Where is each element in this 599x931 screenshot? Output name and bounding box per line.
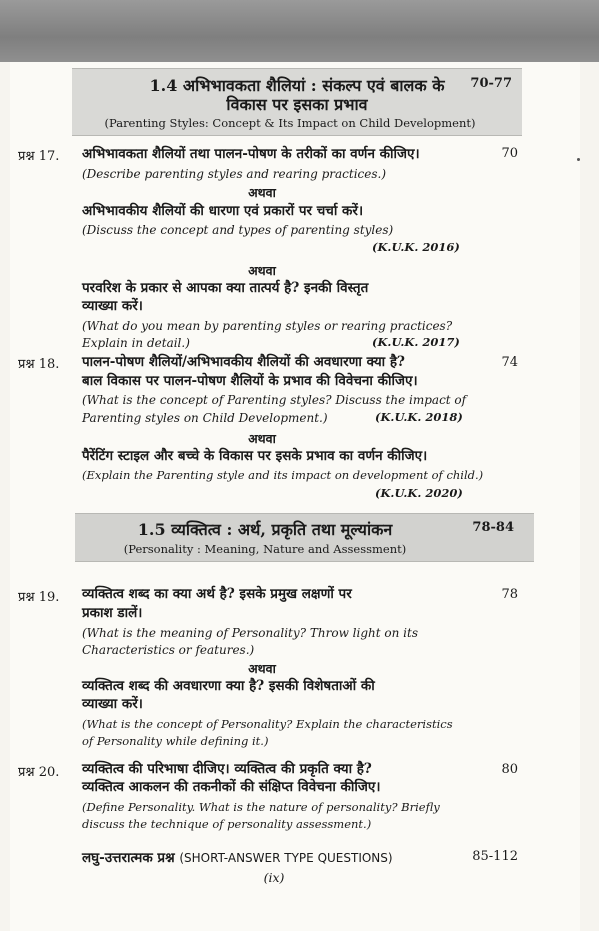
question-hindi: व्यक्तित्व शब्द की अवधारणा क्या है? इसकी विशेषताओं की <box>82 678 375 694</box>
section-pages: 78-84 <box>472 520 514 535</box>
question-page: 80 <box>501 762 518 777</box>
or-label: अथवा <box>248 185 276 200</box>
scan-speck <box>577 158 580 161</box>
question-english: (Discuss the concept and types of parenting styles) <box>82 223 394 237</box>
section-subtitle: (Parenting Styles: Concept & Its Impact on Child Development) <box>104 116 476 130</box>
question-english: Parenting styles on Child Development.) <box>82 411 328 425</box>
question-page: 74 <box>501 355 518 370</box>
question-label: प्रश्न 17. <box>18 149 60 164</box>
exam-reference: (K.U.K. 2020) <box>375 486 463 500</box>
question-english: (Define Personality. What is the nature of personality? Briefly <box>82 800 440 814</box>
question-hindi: व्यक्तित्व शब्द का क्या अर्थ है? इसके प्रमुख लक्षणों पर <box>82 586 352 602</box>
question-english: of Personality while defining it.) <box>82 734 269 748</box>
question-hindi: प्रकाश डालें। <box>82 605 143 621</box>
section-title: 1.5 व्यक्तित्व : अर्थ, प्रकृति तथा मूल्यांकन <box>137 520 393 539</box>
question-page: 78 <box>501 587 518 602</box>
short-answer-english: (SHORT-ANSWER TYPE QUESTIONS) <box>179 851 393 865</box>
question-english: (What is the meaning of Personality? Throw light on its <box>82 626 418 640</box>
question-hindi: अभिभावकता शैलियों तथा पालन-पोषण के तरीकों का वर्णन कीजिए। <box>82 146 420 162</box>
question-english: (Explain the Parenting style and its impact on development of child.) <box>82 468 484 482</box>
question-hindi: पालन-पोषण शैलियों/अभिभावकीय शैलियों की अवधारणा क्या है? <box>82 354 405 370</box>
question-hindi: व्यक्तित्व की परिभाषा दीजिए। व्यक्तित्व की प्रकृति क्या है? <box>82 761 372 777</box>
question-english: (Describe parenting styles and rearing practices.) <box>82 167 387 181</box>
question-hindi: परवरिश के प्रकार से आपका क्या तात्पर्य है? इनकी विस्तृत <box>82 280 369 296</box>
or-label: अथवा <box>248 431 276 446</box>
question-hindi: व्याख्या करें। <box>82 298 143 314</box>
or-label: अथवा <box>248 661 276 676</box>
question-label: प्रश्न 18. <box>18 357 60 372</box>
question-label: प्रश्न 19. <box>18 590 60 605</box>
exam-reference: (K.U.K. 2018) <box>375 410 463 424</box>
exam-reference: (K.U.K. 2016) <box>372 240 460 254</box>
section-title-line1: 1.4 अभिभावकता शैलियां : संकल्प एवं बालक के <box>149 76 445 95</box>
scan-top-shadow <box>0 0 599 62</box>
section-pages: 70-77 <box>470 76 512 91</box>
question-english: (What is the concept of Personality? Explain the characteristics <box>82 717 453 731</box>
question-hindi: पैरेंटिंग स्टाइल और बच्चे के विकास पर इसके प्रभाव का वर्णन कीजिए। <box>82 448 428 464</box>
question-english: Characteristics or features.) <box>82 643 255 657</box>
question-hindi: व्यक्तित्व आकलन की तकनीकों की संक्षिप्त विवेचना कीजिए। <box>82 779 381 795</box>
section-subtitle: (Personality : Meaning, Nature and Assessment) <box>123 542 407 556</box>
question-english: (What is the concept of Parenting styles? Discuss the impact of <box>82 393 467 407</box>
question-english: (What do you mean by parenting styles or rearing practices? <box>82 319 453 333</box>
short-answer-heading <box>82 848 393 866</box>
exam-reference: (K.U.K. 2017) <box>372 335 460 349</box>
question-hindi: बाल विकास पर पालन-पोषण शैलियों के प्रभाव की विवेचना कीजिए। <box>82 373 418 389</box>
question-label: प्रश्न 20. <box>18 765 60 780</box>
question-page: 70 <box>501 146 518 161</box>
or-label: अथवा <box>248 263 276 278</box>
question-hindi: व्याख्या करें। <box>82 696 143 712</box>
section-title-line2: विकास पर इसका प्रभाव <box>226 95 368 114</box>
footer-pages: 85-112 <box>472 849 518 864</box>
short-answer-hindi: लघु-उत्तरात्मक प्रश्न <box>82 850 175 866</box>
question-english: Explain in detail.) <box>82 336 190 350</box>
page-number: (ix) <box>263 870 285 885</box>
question-english: discuss the technique of personality assessment.) <box>82 817 372 831</box>
question-hindi: अभिभावकीय शैलियों की धारणा एवं प्रकारों पर चर्चा करें। <box>82 203 364 219</box>
